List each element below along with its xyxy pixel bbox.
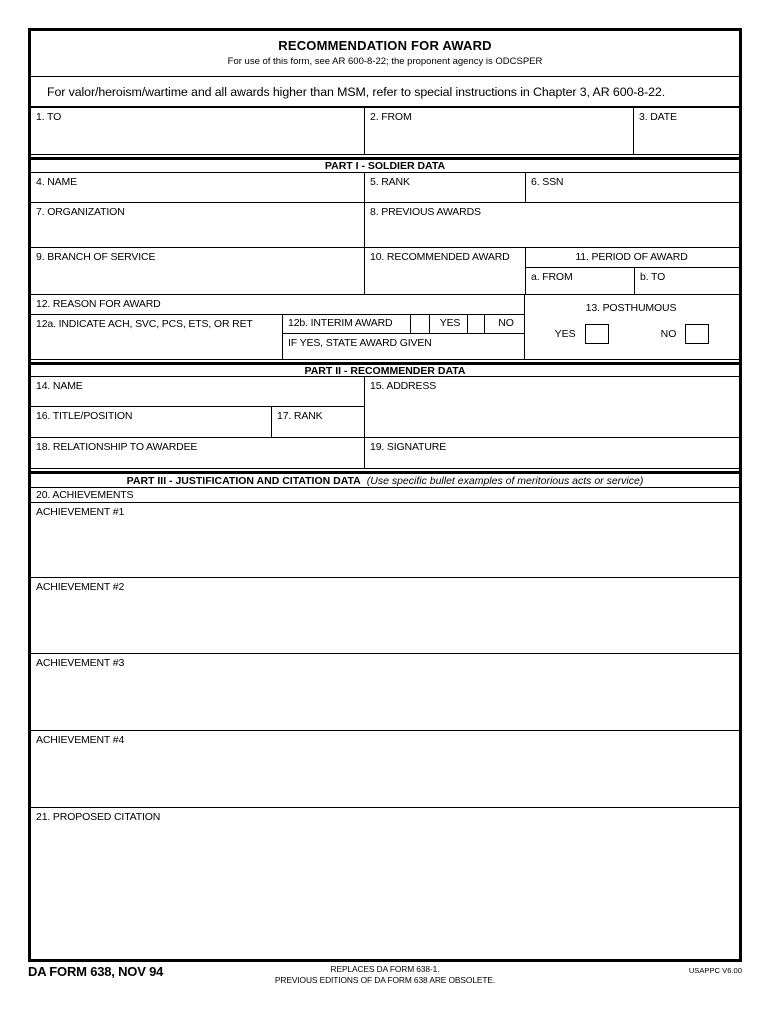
achievement-3-label: ACHIEVEMENT #3 [36, 657, 125, 669]
title-position-label: 16. TITLE/POSITION [36, 410, 133, 422]
achievement-2-row [31, 578, 739, 654]
valor-notice: For valor/heroism/wartime and all awards higher than MSM, refer to special instructions in Chapter 3, AR 600-8-22. [47, 84, 666, 99]
interim-yes-cell [430, 315, 468, 333]
achievements-field [31, 488, 739, 502]
period-of-award-group [526, 248, 739, 294]
signature-field[interactable] [365, 438, 739, 468]
to-field[interactable] [31, 108, 365, 154]
achievement-1-label: ACHIEVEMENT #1 [36, 506, 125, 518]
posthumous-label: 13. POSTHUMOUS [585, 302, 677, 314]
organization-row [31, 203, 739, 248]
posthumous-group [525, 295, 739, 359]
reason-for-award-label: 12. REASON FOR AWARD [36, 298, 161, 310]
relationship-label: 18. RELATIONSHIP TO AWARDEE [36, 441, 198, 453]
soldier-rank-label: 5. RANK [370, 176, 410, 188]
address-label: 15. ADDRESS [370, 380, 437, 392]
notice-row [31, 77, 739, 108]
recommended-award-field[interactable] [365, 248, 526, 294]
part1-header: PART I - SOLDIER DATA [31, 157, 739, 173]
soldier-ssn-field[interactable] [526, 173, 739, 202]
interim-yes-checkbox-cell[interactable] [411, 315, 430, 333]
branch-award-row [31, 248, 739, 295]
soldier-ssn-label: 6. SSN [531, 176, 564, 188]
replaces-line1: REPLACES DA FORM 638-1. [330, 964, 440, 974]
recommender-data-grid [31, 377, 739, 469]
posthumous-header [525, 295, 739, 314]
achievement-1-field[interactable] [31, 503, 739, 577]
previous-awards-field[interactable] [365, 203, 739, 247]
replaces-note [251, 964, 519, 986]
interim-award-cell [283, 315, 411, 333]
indicate-field[interactable] [31, 315, 283, 359]
form-subtitle: For use of this form, see AR 600-8-22; the proponent agency is ODCSPER [227, 56, 543, 67]
date-label: 3. DATE [639, 111, 677, 123]
recommender-name-label: 14. NAME [36, 380, 83, 392]
posthumous-no-option [661, 324, 710, 344]
interim-no-checkbox-cell[interactable] [468, 315, 485, 333]
reason-for-award-field[interactable] [31, 295, 524, 315]
period-from-field[interactable] [526, 268, 635, 294]
achievement-3-field[interactable] [31, 654, 739, 730]
proposed-citation-field[interactable] [31, 808, 739, 959]
form-title: RECOMMENDATION FOR AWARD [278, 38, 492, 53]
reason-posthumous-row [31, 295, 739, 360]
part3-header [31, 471, 739, 488]
reason-group [31, 295, 525, 359]
if-yes-award-label: IF YES, STATE AWARD GIVEN [288, 337, 432, 349]
recommended-award-label: 10. RECOMMENDED AWARD [370, 251, 510, 263]
posthumous-no-label: NO [660, 327, 677, 340]
interim-no-cell [485, 315, 524, 333]
posthumous-no-checkbox[interactable] [685, 324, 709, 344]
part3-header-title: PART III - JUSTIFICATION AND CITATION DATA [126, 474, 361, 487]
period-of-award-label: 11. PERIOD OF AWARD [575, 251, 688, 263]
soldier-name-field[interactable] [31, 173, 365, 202]
achievement-4-label: ACHIEVEMENT #4 [36, 734, 125, 746]
branch-of-service-label: 9. BRANCH OF SERVICE [36, 251, 156, 263]
interim-award-label: 12b. INTERIM AWARD [288, 317, 393, 329]
posthumous-yes-label: YES [554, 327, 576, 340]
signature-label: 19. SIGNATURE [370, 441, 447, 453]
indicate-label: 12a. INDICATE ACH, SVC, PCS, ETS, OR RET [36, 318, 253, 330]
from-field[interactable] [365, 108, 634, 154]
period-to-field[interactable] [635, 268, 739, 294]
form-id: DA FORM 638, NOV 94 [28, 964, 164, 979]
form-header [31, 31, 739, 77]
achievement-1-row [31, 503, 739, 578]
from-label: 2. FROM [370, 111, 412, 123]
achievement-3-row [31, 654, 739, 731]
achievement-4-row [31, 731, 739, 808]
title-position-field[interactable] [31, 407, 272, 437]
posthumous-options [525, 314, 739, 359]
branch-of-service-field[interactable] [31, 248, 365, 294]
form-footer [28, 964, 742, 986]
achievement-2-field[interactable] [31, 578, 739, 653]
proposed-citation-label: 21. PROPOSED CITATION [36, 811, 161, 823]
da-form-638 [28, 28, 742, 962]
recommender-rank-label: 17. RANK [277, 410, 323, 422]
organization-label: 7. ORGANIZATION [36, 206, 125, 218]
proposed-citation-row [31, 808, 739, 959]
interim-award-group [283, 315, 524, 359]
replaces-line2: PREVIOUS EDITIONS OF DA FORM 638 ARE OBSOLETE. [274, 974, 496, 985]
version-note: USAPPC V6.00 [688, 966, 742, 975]
recommender-rank-field[interactable] [272, 407, 364, 437]
if-yes-award-field[interactable] [283, 334, 524, 359]
organization-field[interactable] [31, 203, 365, 247]
to-label: 1. TO [36, 111, 62, 123]
part2-header: PART II - RECOMMENDER DATA [31, 362, 739, 377]
period-of-award-header [526, 248, 739, 268]
part3-header-note: (Use specific bullet examples of meritorious acts or service) [366, 474, 644, 487]
interim-no-label: NO [498, 317, 514, 329]
addressing-row [31, 108, 739, 155]
interim-yes-label: YES [439, 317, 461, 329]
achievements-label: 20. ACHIEVEMENTS [36, 489, 134, 501]
achievement-2-label: ACHIEVEMENT #2 [36, 581, 125, 593]
soldier-rank-field[interactable] [365, 173, 526, 202]
date-field[interactable] [634, 108, 739, 154]
period-from-label: a. FROM [531, 271, 573, 283]
posthumous-yes-checkbox[interactable] [585, 324, 609, 344]
relationship-field[interactable] [31, 438, 364, 468]
interim-award-row [283, 315, 524, 334]
soldier-name-row [31, 173, 739, 203]
achievements-header-row [31, 488, 739, 503]
achievement-4-field[interactable] [31, 731, 739, 807]
previous-awards-label: 8. PREVIOUS AWARDS [370, 206, 481, 218]
address-field[interactable] [365, 377, 739, 438]
soldier-name-label: 4. NAME [36, 176, 77, 188]
posthumous-yes-option [555, 324, 609, 344]
period-to-label: b. TO [640, 271, 666, 283]
recommender-name-field[interactable] [31, 377, 364, 407]
